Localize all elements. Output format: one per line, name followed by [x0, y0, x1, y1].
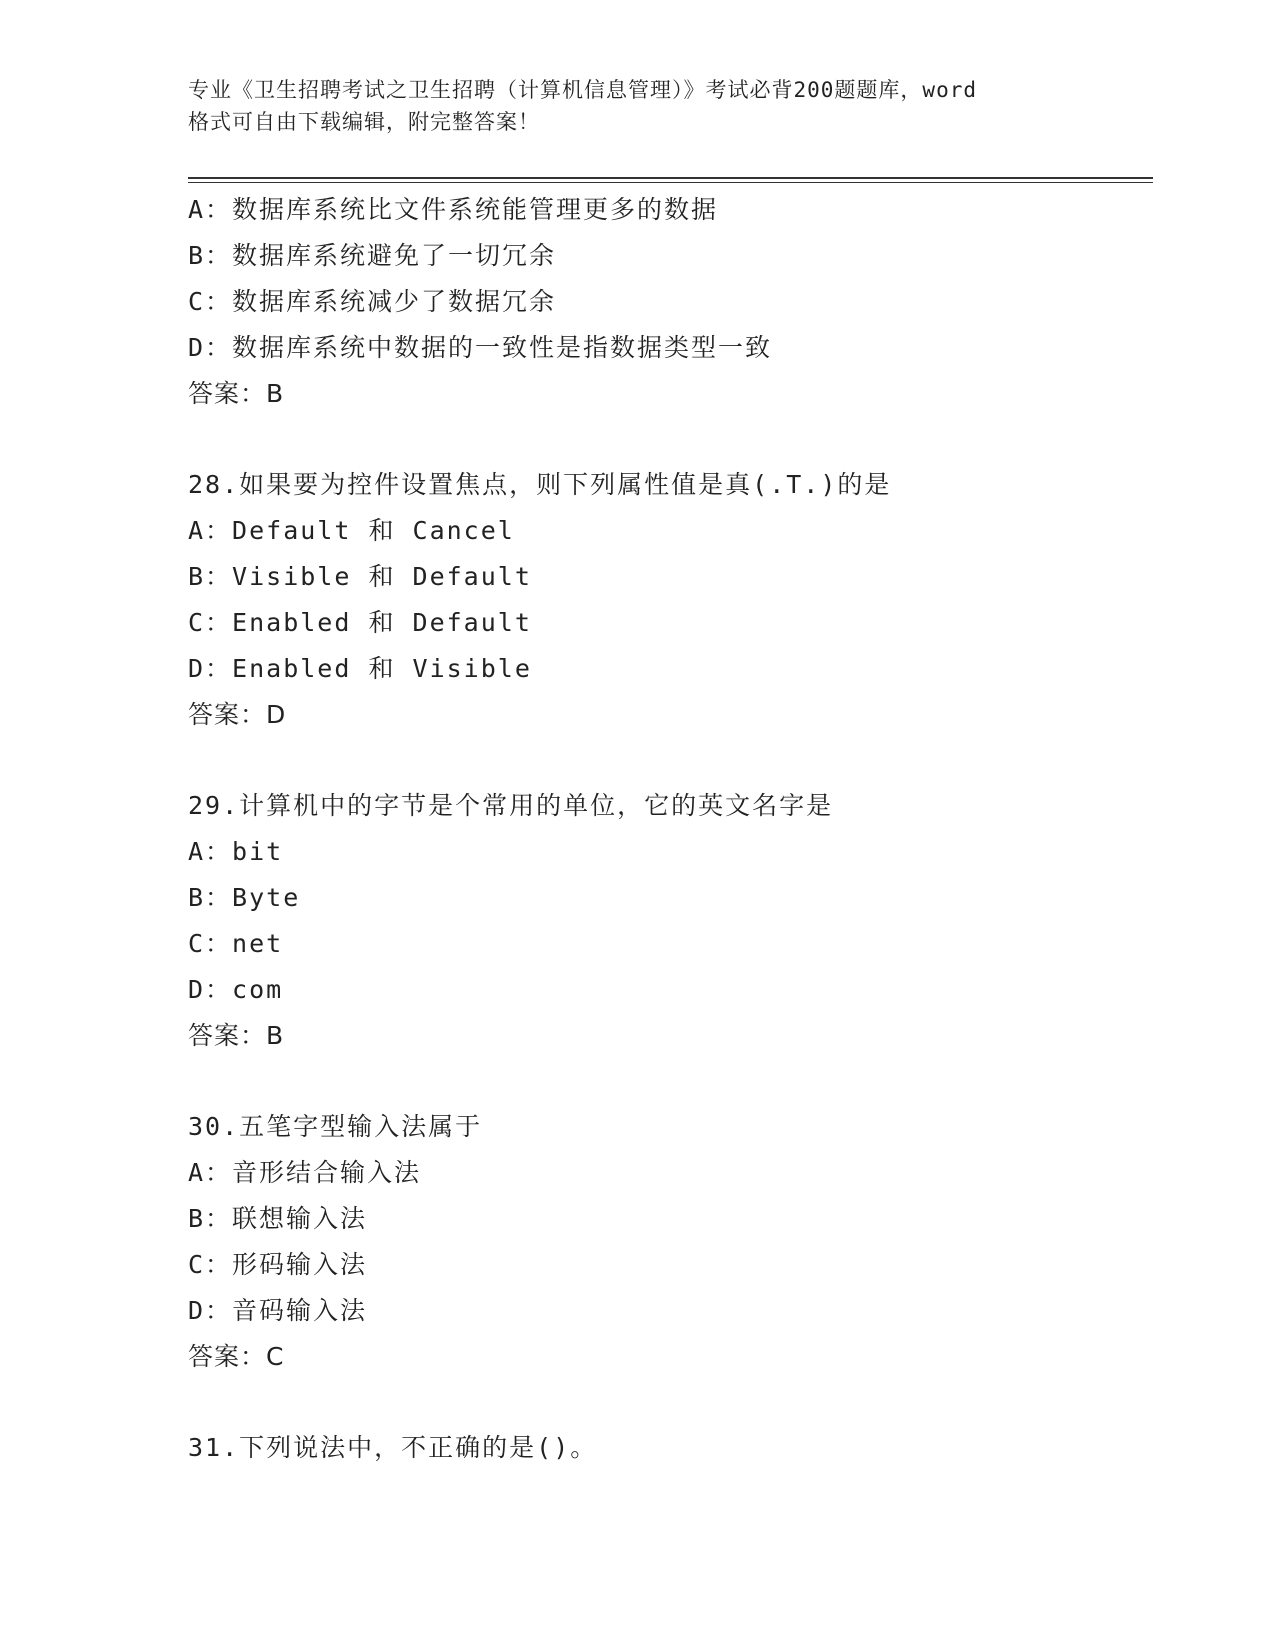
- header-line-2: 格式可自由下载编辑，附完整答案！: [188, 110, 540, 134]
- spacer: [188, 1059, 1153, 1104]
- option-d: D：Enabled 和 Visible: [188, 654, 532, 683]
- answer: 答案：B: [188, 379, 285, 408]
- document-header: [188, 74, 1088, 138]
- option-d: D：数据库系统中数据的一致性是指数据类型一致: [188, 333, 773, 362]
- question-30: [188, 1104, 1153, 1380]
- option-c: C：形码输入法: [188, 1250, 368, 1279]
- question-29: [188, 783, 1153, 1059]
- option-c: C：数据库系统减少了数据冗余: [188, 287, 557, 316]
- header-line-1: 专业《卫生招聘考试之卫生招聘（计算机信息管理）》考试必背200题题库，word: [188, 78, 977, 102]
- option-d: D：音码输入法: [188, 1296, 368, 1325]
- header-divider-thick: [188, 177, 1153, 179]
- question-28: [188, 462, 1153, 738]
- option-c: C：net: [188, 929, 284, 958]
- option-d: D：com: [188, 975, 284, 1004]
- spacer: [188, 738, 1153, 783]
- answer: 答案：C: [188, 1342, 285, 1371]
- spacer: [188, 1380, 1153, 1425]
- question-text: 29.计算机中的字节是个常用的单位，它的英文名字是: [188, 791, 834, 820]
- spacer: [188, 417, 1153, 462]
- option-a: A：数据库系统比文件系统能管理更多的数据: [188, 195, 719, 224]
- header-divider-thin: [188, 182, 1153, 183]
- option-a: A：音形结合输入法: [188, 1158, 422, 1187]
- option-a: A：bit: [188, 837, 284, 866]
- question-text: 30.五笔字型输入法属于: [188, 1112, 483, 1141]
- option-b: B：数据库系统避免了一切冗余: [188, 241, 557, 270]
- question-text: 31.下列说法中，不正确的是()。: [188, 1433, 598, 1462]
- question-list: [188, 187, 1153, 1471]
- option-b: B：Byte: [188, 883, 301, 912]
- answer: 答案：D: [188, 700, 287, 729]
- answer: 答案：B: [188, 1021, 285, 1050]
- option-c: C：Enabled 和 Default: [188, 608, 532, 637]
- question-31: [188, 1425, 1153, 1471]
- question-text: 28.如果要为控件设置焦点，则下列属性值是真(.T.)的是: [188, 470, 892, 499]
- option-b: B：联想输入法: [188, 1204, 368, 1233]
- question-27: [188, 187, 1153, 417]
- option-a: A：Default 和 Cancel: [188, 516, 515, 545]
- option-b: B：Visible 和 Default: [188, 562, 532, 591]
